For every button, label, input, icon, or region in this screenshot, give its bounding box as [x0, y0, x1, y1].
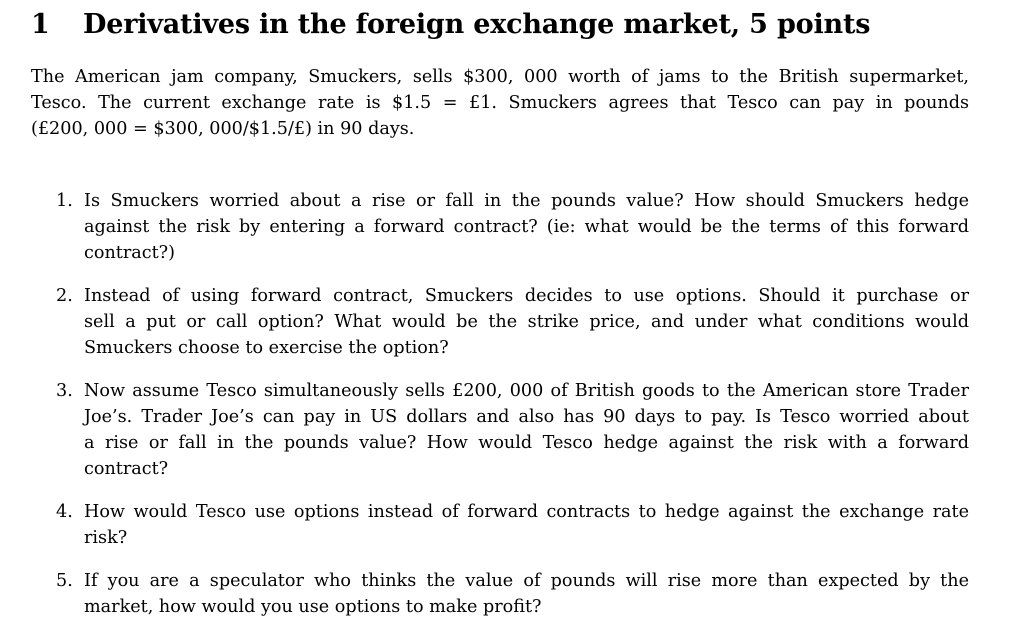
question-line: sell a put or call option? What would be the strike price, and under what conditions would: [84, 312, 969, 332]
question-line: Instead of using forward contract, Smuckers decides to use options. Should it purchase or: [84, 286, 969, 306]
question-line: Is Smuckers worried about a rise or fall in the pounds value? How should Smuckers hedge: [84, 191, 969, 211]
intro-line: The American jam company, Smuckers, sells $300, 000 worth of jams to the British supermarket,: [31, 67, 969, 87]
question-line: Now assume Tesco simultaneously sells £200, 000 of British goods to the American store Trader: [84, 381, 969, 401]
question-line: contract?): [84, 243, 175, 263]
question-item: [31, 499, 969, 551]
question-line: If you are a speculator who thinks the value of pounds will rise more than expected by the: [84, 571, 969, 591]
question-item: [31, 283, 969, 361]
question-line: Joe’s. Trader Joe’s can pay in US dollars and also has 90 days to pay. Is Tesco worried about: [84, 407, 969, 427]
section-heading: [31, 4, 970, 46]
question-number: 3.: [56, 381, 73, 401]
question-list: [31, 188, 969, 620]
question-line: contract?: [84, 459, 169, 479]
question-line: market, how would you use options to make profit?: [84, 597, 542, 617]
question-line: against the risk by entering a forward contract? (ie: what would be the terms of this forward: [84, 217, 969, 237]
question-line: risk?: [84, 528, 128, 548]
question-number: 4.: [56, 502, 73, 522]
section-number: 1: [31, 9, 50, 40]
question-line: a rise or fall in the pounds value? How would Tesco hedge against the risk with a forward: [84, 433, 969, 453]
question-number: 2.: [56, 286, 73, 306]
question-item: [31, 568, 969, 620]
question-number: 1.: [56, 191, 73, 211]
intro-paragraph: [31, 64, 969, 142]
intro-line: Tesco. The current exchange rate is $1.5 = £1. Smuckers agrees that Tesco can pay in pounds: [31, 93, 969, 113]
question-line: Smuckers choose to exercise the option?: [84, 338, 449, 358]
question-number: 5.: [56, 571, 73, 591]
question-item: [31, 188, 969, 266]
section-title: Derivatives in the foreign exchange market, 5 points: [83, 9, 871, 40]
question-line: How would Tesco use options instead of forward contracts to hedge against the exchange rate: [84, 502, 969, 522]
question-item: [31, 378, 969, 482]
intro-line: (£200, 000 = $300, 000/$1.5/£) in 90 days.: [31, 119, 415, 139]
